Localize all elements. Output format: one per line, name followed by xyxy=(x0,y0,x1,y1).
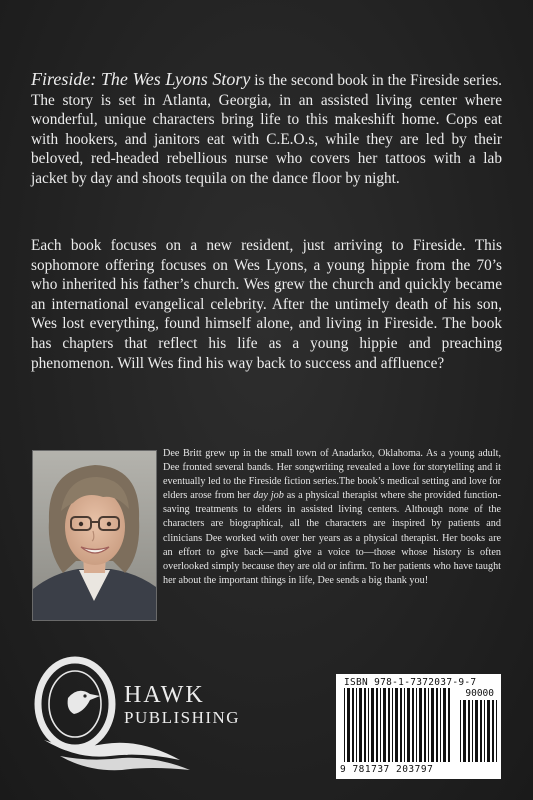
blurb-paragraph-1 xyxy=(31,70,502,189)
author-bio xyxy=(163,447,501,588)
author-bio-italic: day job xyxy=(253,490,284,502)
book-title: Fireside: The Wes Lyons Story xyxy=(31,69,251,89)
blurb-paragraph-2: Each book focuses on a new resident, just arriving to Fireside. This sophomore offering focuses on Wes Lyons, a young hippie from the 70’s who inherited his father’s church. Wes grew the church and quickly became an international evangelical celebrity. After the untimely death of his son, Wes lost everything, found himself alone, and living in Fireside. The book has chapters that reflect his life as a young hippie and preaching phenomenon. Will Wes find his way back to success and affluence? xyxy=(31,237,502,372)
publisher-name-line-2: PUBLISHING xyxy=(124,708,241,727)
blurb-paragraph-1-text: is the second book in the Fireside series. The story is set in Atlanta, Georgia, in an assisted living center where wonderful, unique characters bring life to this makeshift home. Cops eat with hookers, and janitors eat with C.E.O.s, while they are led by their beloved, red-headed rebellious nurse who covers her tattoos with a lab jacket by day and shoots tequila on the dance floor by night. xyxy=(31,72,502,187)
author-bio-text-2: as a physical therapist where she provided function-saving treatments to elders in assisted living centers. Although none of the characters are biographical, all the characters are inspired by patients and clinicians Dee worked with over her years as a physical therapist. Her books are an effort to give back—and give a voice to—those whose history is often overlooked simply because they are old or infirm. To her patients who have taught her about the important things in life, Dee sends a big thank you! xyxy=(163,490,501,586)
isbn-label: ISBN 978-1-7372037-9-7 xyxy=(344,677,477,688)
isbn-barcode xyxy=(336,674,501,779)
publisher-name-line-1: HAWK xyxy=(124,682,205,708)
author-photo xyxy=(32,450,157,621)
author-bio-text-1: Dee Britt grew up in the small town of Anadarko, Oklahoma. As a young adult, Dee fronted several bands. Her songwriting revealed a love for storytelling and it eventually led to the Fireside fiction series.The book’s medical setting and love for elders arose from her xyxy=(163,448,501,502)
barcode-bars xyxy=(342,688,500,764)
barcode-digits: 9 781737 203797 xyxy=(340,764,434,775)
price-code: 90000 xyxy=(465,688,494,699)
